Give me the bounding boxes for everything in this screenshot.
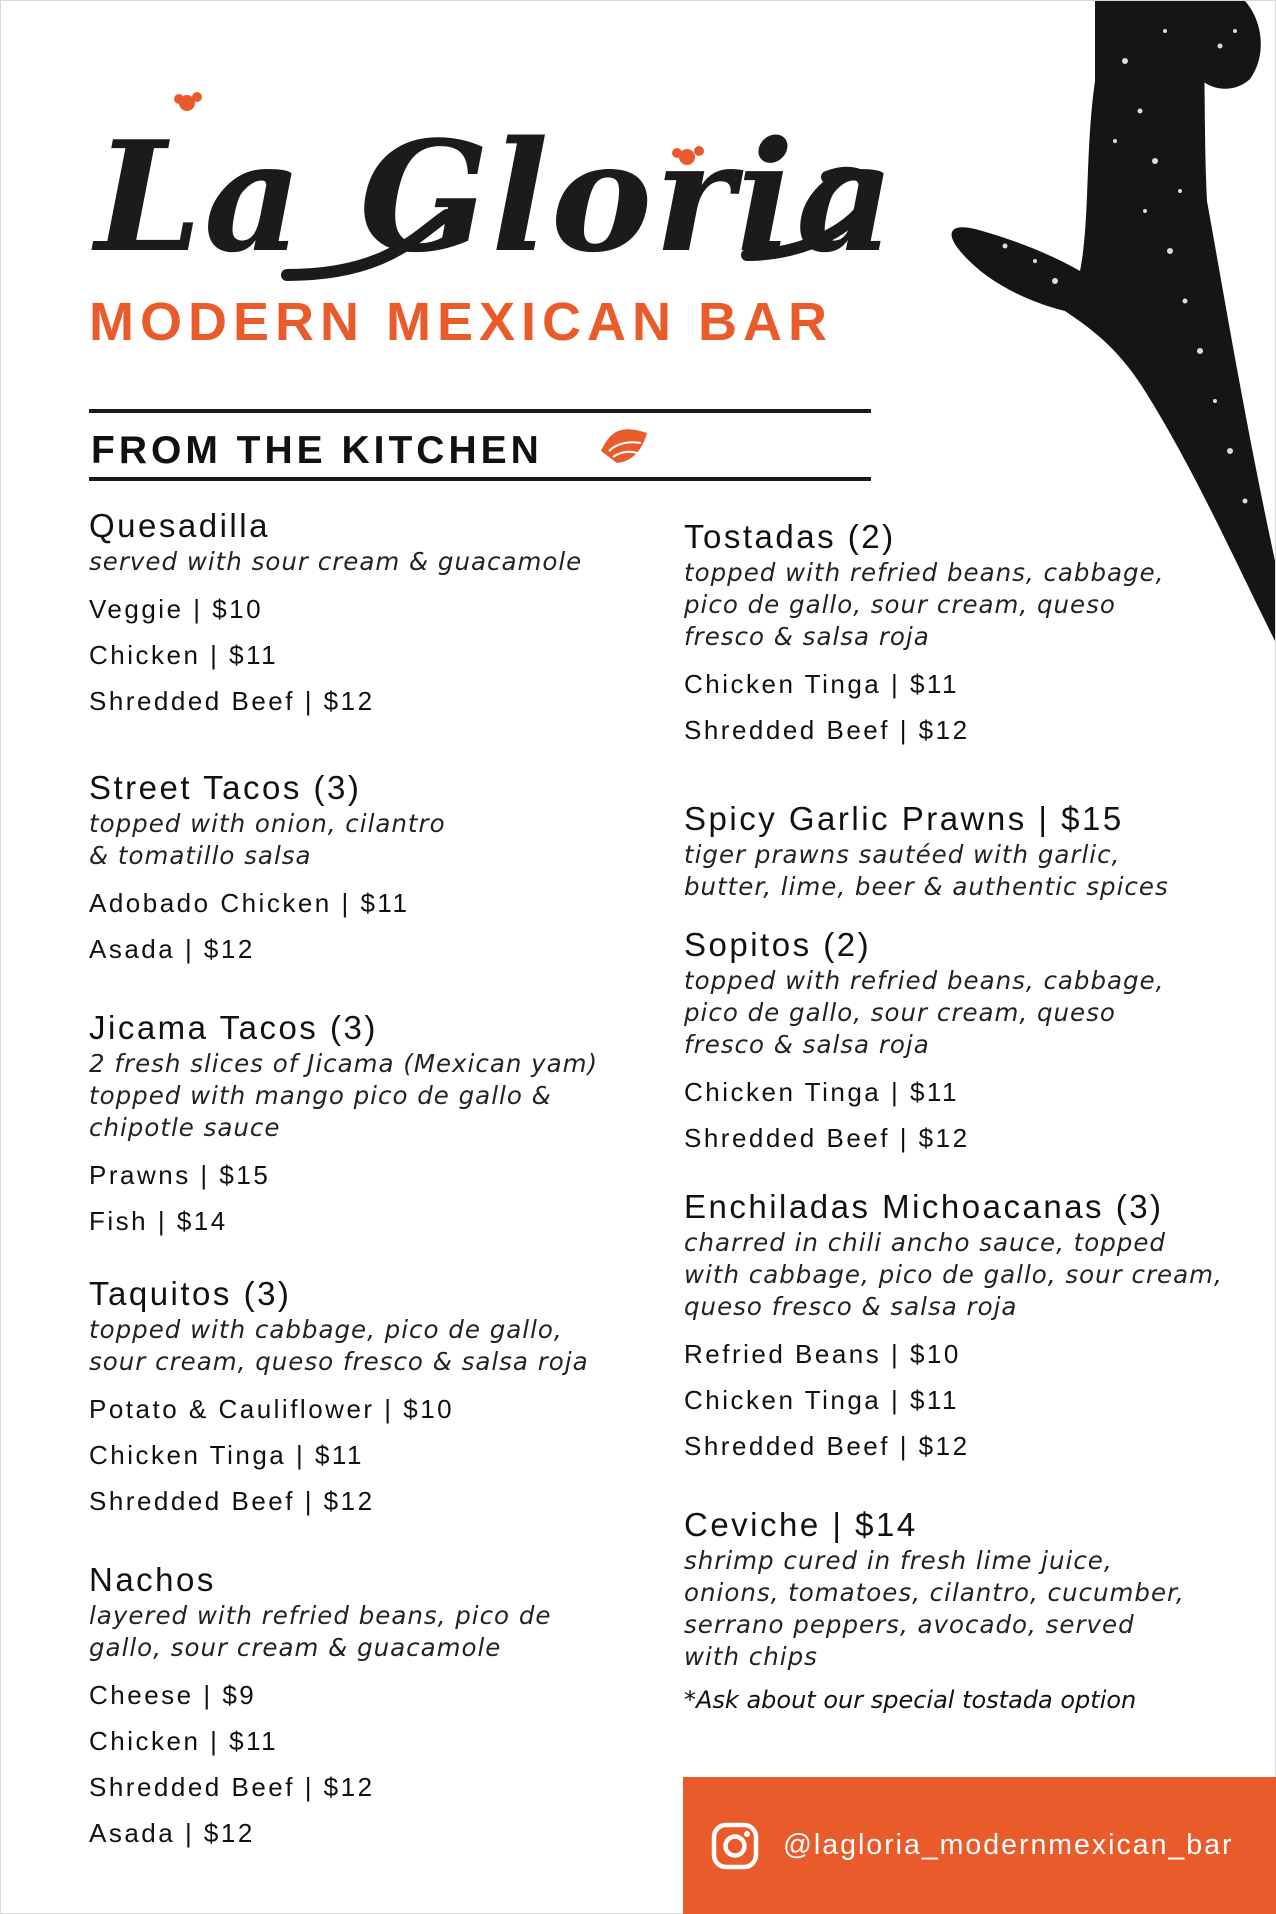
menu-item-description: charred in chili ancho sauce, topped with cabbage, pico de gallo, sour cream, queso fresco & salsa roja (684, 1228, 1223, 1321)
menu-variant: Chicken Tinga | $11 (684, 1077, 959, 1107)
menu-variant: Chicken | $11 (89, 640, 279, 670)
menu-item-name: Sopitos (2) (684, 926, 872, 963)
section-title: FROM THE KITCHEN (91, 429, 543, 472)
menu-variant: Shredded Beef | $12 (89, 1772, 375, 1802)
menu-item-name: Enchiladas Michoacanas (3) (684, 1188, 1164, 1225)
menu-variant: Veggie | $10 (89, 594, 264, 624)
instagram-icon[interactable] (711, 1822, 759, 1870)
social-bar (683, 1777, 1276, 1914)
flower-icon (595, 421, 655, 469)
menu-variant: Shredded Beef | $12 (684, 715, 970, 745)
menu-item (89, 1560, 649, 1856)
menu-item-name: Nachos (89, 1561, 216, 1598)
menu-item-name: Quesadilla (89, 507, 270, 544)
menu-item-description: topped with refried beans, cabbage, pico de gallo, sour cream, queso fresco & salsa roja (684, 966, 1165, 1059)
menu-item (89, 1274, 649, 1524)
menu-variant: Prawns | $15 (89, 1160, 271, 1190)
menu-variant: Chicken Tinga | $11 (684, 1385, 959, 1415)
instagram-handle[interactable]: @lagloria_modernmexican_bar (783, 1829, 1234, 1861)
logo-tagline: MODERN MEXICAN BAR (89, 292, 834, 352)
menu-variant: Shredded Beef | $12 (89, 1486, 375, 1516)
logo-script: La Gloria (95, 107, 897, 286)
menu-variant: Shredded Beef | $12 (684, 1431, 970, 1461)
menu-variant: Chicken Tinga | $11 (684, 669, 959, 699)
menu-item-description: topped with refried beans, cabbage, pico de gallo, sour cream, queso fresco & salsa roja (684, 558, 1165, 651)
menu-variant: Adobado Chicken | $11 (89, 888, 410, 918)
menu-item (89, 506, 649, 724)
menu-item-variants (684, 661, 1244, 753)
menu-variant: Cheese | $9 (89, 1680, 257, 1710)
menu-item-description: shrimp cured in fresh lime juice, onions, tomatoes, cilantro, cucumber, serrano peppers, avocado, served with chips (684, 1546, 1185, 1671)
menu-item (684, 517, 1244, 753)
menu-item (684, 799, 1244, 903)
menu-item-variants (684, 1331, 1244, 1469)
menu-item-description: topped with onion, cilantro & tomatillo salsa (89, 809, 446, 870)
menu-item-name: Tostadas (2) (684, 518, 896, 555)
section-header (89, 409, 871, 481)
menu-note: *Ask about our special tostada option (684, 1686, 1137, 1714)
menu-item-name: Jicama Tacos (3) (89, 1009, 378, 1046)
menu-item-name: Street Tacos (3) (89, 769, 362, 806)
menu-item-description: served with sour cream & guacamole (89, 547, 583, 576)
menu-item-description: tiger prawns sautéed with garlic, butter, lime, beer & authentic spices (684, 840, 1169, 901)
menu-item (684, 925, 1244, 1161)
menu-variant: Asada | $12 (89, 1818, 255, 1848)
menu-column-left (89, 506, 649, 1856)
menu-column-right (684, 517, 1244, 1717)
menu-variant: Fish | $14 (89, 1206, 228, 1236)
menu-item-variants (89, 1386, 649, 1524)
menu-item-name: Taquitos (3) (89, 1275, 292, 1312)
menu-variant: Chicken | $11 (89, 1726, 279, 1756)
menu-variant: Refried Beans | $10 (684, 1339, 961, 1369)
menu-variant: Chicken Tinga | $11 (89, 1440, 364, 1470)
menu-item-variants (89, 586, 649, 724)
menu-variant: Asada | $12 (89, 934, 255, 964)
menu-variant: Potato & Cauliflower | $10 (89, 1394, 455, 1424)
menu-item (89, 1008, 649, 1244)
menu-item-description: topped with cabbage, pico de gallo, sour cream, queso fresco & salsa roja (89, 1315, 589, 1376)
logo (87, 85, 897, 315)
menu-item-description: layered with refried beans, pico de gallo, sour cream & guacamole (89, 1601, 552, 1662)
menu-item-name: Spicy Garlic Prawns | $15 (684, 800, 1124, 837)
menu-item (684, 1187, 1244, 1469)
menu-item-variants (89, 1152, 649, 1244)
menu-item-variants (89, 1672, 649, 1856)
menu-item-variants (684, 1069, 1244, 1161)
menu-item (684, 1505, 1244, 1717)
menu-item-description: 2 fresh slices of Jicama (Mexican yam) topped with mango pico de gallo & chipotle sauce (89, 1049, 599, 1142)
menu-variant: Shredded Beef | $12 (684, 1123, 970, 1153)
menu-item-variants (89, 880, 649, 972)
menu-variant: Shredded Beef | $12 (89, 686, 375, 716)
menu-item-name: Ceviche | $14 (684, 1506, 918, 1543)
menu-item (89, 768, 649, 972)
